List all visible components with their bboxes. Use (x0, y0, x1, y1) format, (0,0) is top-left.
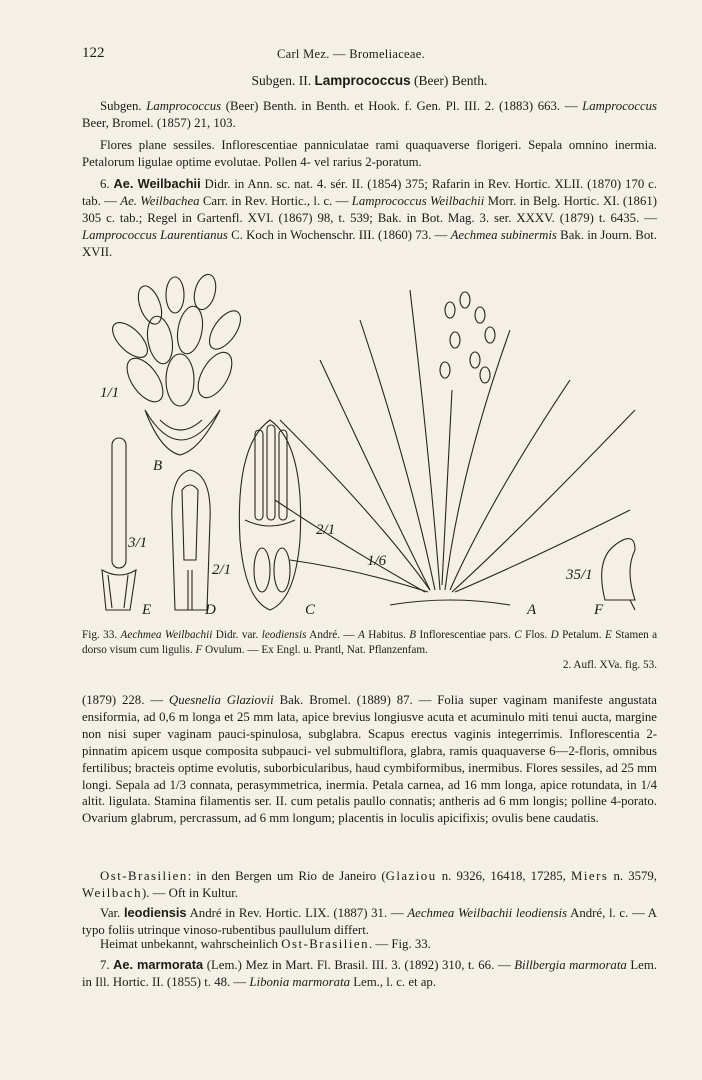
syn-text: Beer, Bromel. (1857) 21, 103. (82, 115, 236, 130)
continued-description (82, 692, 657, 827)
diagnosis-paragraph: Flores plane sessiles. Inflorescentiae panniculatae rami quaquaverse florigeri. Sepala omnino inermia. Petalorum ligulae optime evolutae. Pollen 4- vel rarius 2-poratum. (82, 138, 657, 169)
species-text: Didr. in Ann. sc. nat. 4. sér. II. (1854) 375; Rafarin in Rev. Hortic. XLII. (1870) 170 c. tab. — (82, 177, 657, 208)
inflorescence-drawing (107, 272, 247, 455)
species-text: Carr. in Rev. Hortic., l. c. — (202, 193, 349, 208)
label-scale-1-6: 1/6 (367, 553, 387, 569)
species-text: C. Koch in Wochenschr. III. (1860) 73. — (231, 227, 448, 242)
dist-text: n. 9326, 16418, 17285, (436, 869, 571, 883)
syn-text: (Beer) Benth. in Benth. et Hook. f. Gen. Pl. III. 2. (1883) 663. (225, 99, 561, 113)
subgenus-name: Lamprococcus (314, 73, 411, 88)
label-B: B (153, 458, 163, 474)
synonym-name: Lamprococcus Weilbachii (351, 193, 485, 208)
variety-name: leodiensis (123, 905, 187, 920)
label-A: A (527, 602, 537, 618)
label-scale-35-1: 35/1 (566, 567, 593, 583)
label-scale-2-1-a: 2/1 (212, 562, 232, 578)
synonym-name: Aechmea subinermis (450, 227, 557, 242)
species-6-paragraph (82, 176, 657, 261)
fraction: 1/4 (640, 777, 658, 792)
var-text: Var. (100, 906, 121, 920)
caption-text: Didr. var. (215, 629, 259, 641)
heimat-paragraph (82, 936, 657, 953)
figure-caption (82, 628, 657, 673)
caption-text: André. — (309, 629, 355, 641)
collector-name: Weilbach (82, 885, 143, 900)
species-text: Morr. in Belg. Hortic. XI. (1861) 305 c. tab.; Regel in Gartenfl. XVI. (1867) 98, t. 539; Bak. in Bot. Mag. 3. ser. XXXV. (1879) t. 6435. — (82, 193, 658, 225)
dist-text: n. 3579, (608, 869, 657, 883)
caption-italic: A (358, 629, 365, 641)
var-text: André, l. c. — A typo foliis utrinque vinoso-rubentibus paullulum differt. (82, 906, 658, 937)
species-text: Lem. in Ill. Hortic. II. (1855) t. 48. — (82, 958, 657, 989)
fraction: 1/3 (169, 777, 186, 792)
ovule-drawing (602, 539, 635, 610)
desc-text: Bak. Bromel. (1889) 87. — Folia super vaginam manifeste angustata ensiformia, ad 0,6 m longa et 25 mm lata, apice brevius longiusve acuta et acuminulo miti tenui aucta, margine non nisi super vaginam pauci-spinulosa, subglabra. Scapus erectus vaginis integerrimis. Inflorescentia 2-pinnatim apicem usque composita subpauci- vel submultiflora, glabra, ramis quaquaverse 6—2-floris, omnibus fertilibus; bracteis optime evolutis, suborbicularibus, haud cymbiformibus, inermibus. Flores sessiles, ad 25 mm longi. Sepala ad (82, 693, 657, 792)
species-text: (Lem.) Mez in Mart. Fl. Brasil. III. 3. (1892) 310, t. 66. — (206, 958, 511, 972)
caption-text: Petalum. (562, 629, 602, 641)
dist-text: : in den Bergen um Rio de Janeiro ( (187, 869, 386, 883)
var-text: André in Rev. Hortic. LIX. (1887) 31. — (189, 906, 404, 920)
species-text: Bak. in Journ. Bot. XVII. (82, 227, 657, 259)
region-name: Ost-Brasilien (100, 869, 188, 883)
desc-text: altit. ligulata. Stamina filamentis ser. II. cum petalis paullo connatis; antheris ad 6 mm longis; polline 4-porato. Ovarium glabrum, percrassum, ad 6 mm longum; placentis in loculis apicifixis; ovulis bene caudatis. (82, 794, 657, 826)
caption-source-end: 2. Aufl. XVa. fig. 53. (562, 659, 657, 671)
subgenus-heading (82, 73, 657, 90)
species-7-paragraph (82, 957, 657, 991)
heimat-text: Heimat unbekannt, wahrscheinlich (100, 937, 282, 951)
caption-text: Ovulum. — Ex Engl. u. Prantl, Nat. Pflanzenfam. (205, 644, 428, 656)
caption-text: Inflorescentiae pars. (419, 629, 511, 641)
desc-text: connata, perasymmetrica, inermia. Petala carnea, ad 16 mm longa, apice rotundata, in (189, 777, 637, 792)
species-number: 6. (100, 177, 110, 191)
synonym-name: Quesnelia Glaziovii (168, 693, 274, 707)
page-number: 122 (82, 45, 105, 61)
variety-paragraph (82, 905, 657, 939)
label-scale-2-1-b: 2/1 (316, 522, 336, 538)
species-text: Lem., l. c. et ap. (353, 974, 437, 989)
syn-genus-name: Lamprococcus (582, 99, 658, 113)
label-scale-3-1: 3/1 (128, 535, 148, 551)
syn-genus-name: Lamprococcus (146, 99, 222, 113)
syn-dash: — (564, 99, 578, 113)
region-name: Ost-Brasilien (281, 937, 369, 951)
label-scale-1-1: 1/1 (100, 385, 120, 401)
species-name: Ae. marmorata (113, 957, 204, 972)
caption-text: Habitus. (368, 629, 406, 641)
syn-text: Subgen. (100, 99, 142, 113)
caption-text: Stamen a dorso visum cum ligulis. (82, 629, 658, 656)
species-number: 7. (100, 958, 110, 972)
synonym-name: Lamprococcus Laurentianus (82, 227, 228, 242)
running-title: Carl Mez. — Bromeliaceae. (276, 47, 426, 61)
synonym-name: Libonia marmorata (249, 974, 351, 989)
caption-italic: F (195, 644, 203, 656)
collector-name: Glaziou (385, 869, 437, 883)
synonym-name: Aechmea Weilbachii leodiensis (407, 906, 568, 920)
plant-habit-drawing (275, 290, 635, 605)
synonymy-paragraph (82, 98, 657, 132)
caption-text: Flos. (525, 629, 548, 641)
caption-italic: B (409, 629, 417, 641)
caption-italic: E (604, 629, 612, 641)
dist-text: ). — Oft in Kultur. (142, 885, 238, 900)
heimat-text: . — Fig. 33. (368, 937, 431, 951)
synonym-name: Ae. Weilbachea (120, 193, 200, 208)
synonym-name: Billbergia marmorata (514, 958, 627, 972)
stamen-drawing (102, 438, 136, 610)
caption-italic: Aechmea Weilbachii (120, 629, 213, 641)
distribution-paragraph (82, 868, 657, 902)
label-F: F (594, 602, 604, 618)
label-D: D (205, 602, 216, 618)
petal-drawing (172, 470, 210, 610)
caption-italic: leodiensis (261, 629, 307, 641)
flower-spike (440, 292, 495, 383)
caption-body (82, 628, 657, 658)
caption-italic: C (514, 629, 522, 641)
subgenus-prefix: Subgen. II. (251, 73, 312, 88)
label-C: C (305, 602, 316, 618)
collector-name: Miers (571, 869, 609, 883)
species-name: Ae. Weilbachii (113, 176, 201, 191)
flower-section-drawing (239, 420, 300, 610)
caption-text: Fig. 33. (82, 629, 118, 641)
caption-italic: D (550, 629, 559, 641)
desc-text: (1879) 228. — (82, 693, 164, 707)
subgenus-author: (Beer) Benth. (413, 73, 488, 88)
label-E: E (142, 602, 152, 618)
